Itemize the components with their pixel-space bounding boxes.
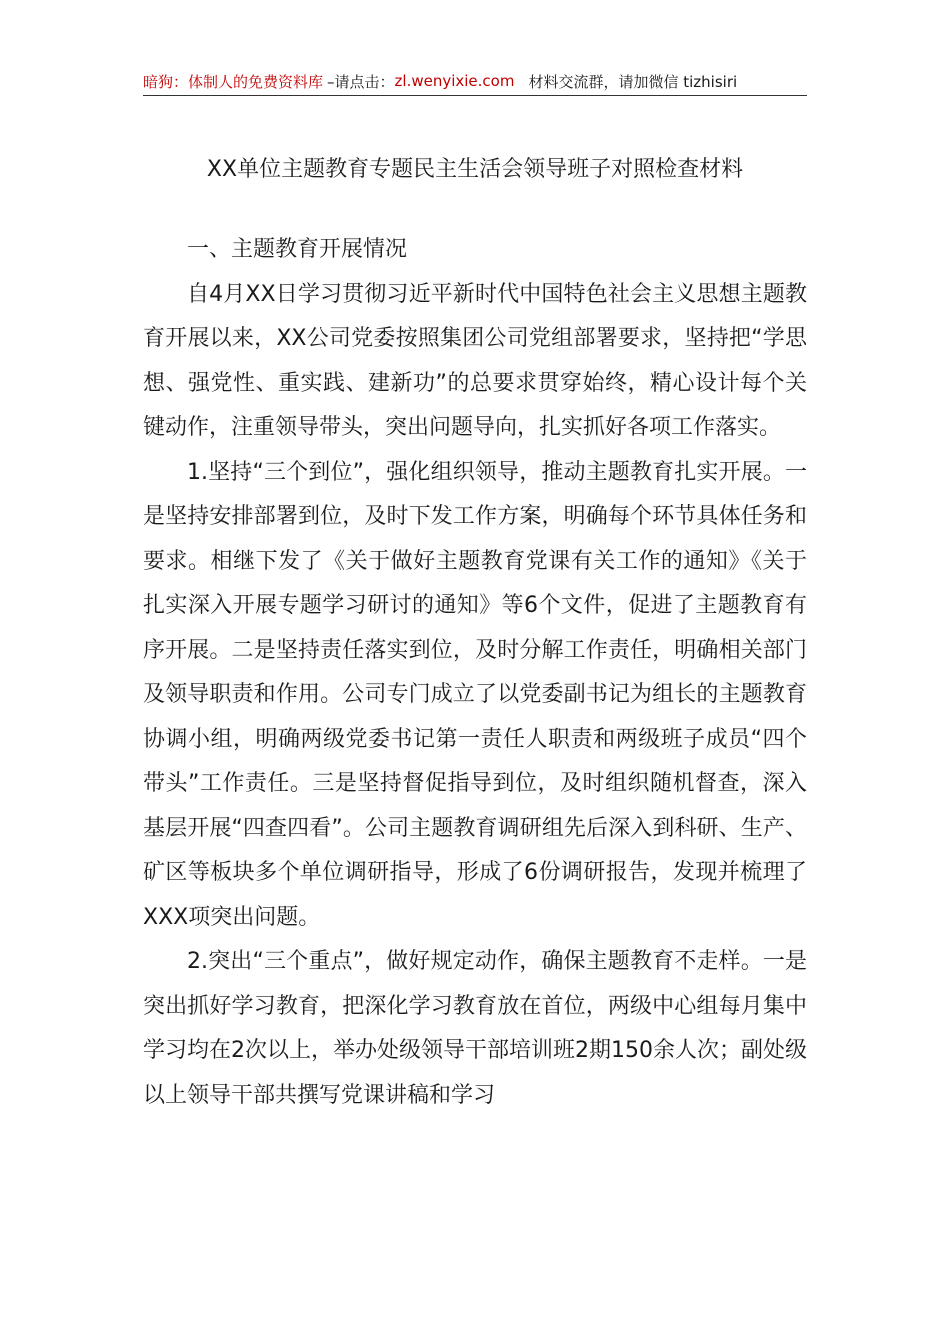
header-click-prompt: –请点击： bbox=[327, 72, 395, 91]
paragraph: 自4月XX日学习贯彻习近平新时代中国特色社会主义思想主题教育开展以来，XX公司党委按照集团公司党组部署要求，坚持把“学思想、强党性、重实践、建新功”的总要求贯穿始终，精心设计每个关键动作，注重领导带头，突出问题导向，扎实抓好各项工作落实。 bbox=[143, 281, 807, 440]
paragraph: 2.突出“三个重点”，做好规定动作，确保主题教育不走样。一是突出抓好学习教育，把深化学习教育放在首位，两级中心组每月集中学习均在2次以上，举办处级领导干部培训班2期150余人次；副处级以上领导干部共撰写党课讲稿和学习 bbox=[143, 949, 807, 1108]
section-heading: 一、主题教育开展情况 bbox=[187, 237, 408, 262]
header-url-link[interactable]: zl.wenyixie.com bbox=[394, 72, 515, 90]
document-body bbox=[143, 148, 807, 1118]
page-header bbox=[143, 68, 807, 94]
header-divider bbox=[143, 95, 807, 96]
document-title: XX单位主题教育专题民主生活会领导班子对照检查材料 bbox=[206, 157, 744, 182]
paragraph: 1.坚持“三个到位”，强化组织领导，推动主题教育扎实开展。一是坚持安排部署到位，及时下发工作方案，明确每个环节具体任务和要求。相继下发了《关于做好主题教育党课有关工作的通知》《关于扎实深入开展专题学习研讨的通知》等6个文件，促进了主题教育有序开展。二是坚持责任落实到位，及时分解工作责任，明确相关部门及领导职责和作用。公司专门成立了以党委副书记为组长的主题教育协调小组，明确两级党委书记第一责任人职责和两级班子成员“四个带头”工作责任。三是坚持督促指导到位，及时组织随机督查，深入基层开展“四查四看”。公司主题教育调研组先后深入到科研、生产、矿区等板块多个单位调研指导，形成了6份调研报告，发现并梳理了XXX项突出问题。 bbox=[143, 459, 807, 930]
header-brand: 暗狗：体制人的免费资料库 bbox=[143, 72, 324, 91]
header-group-note: 材料交流群，请加微信 tizhisiri bbox=[528, 72, 738, 91]
